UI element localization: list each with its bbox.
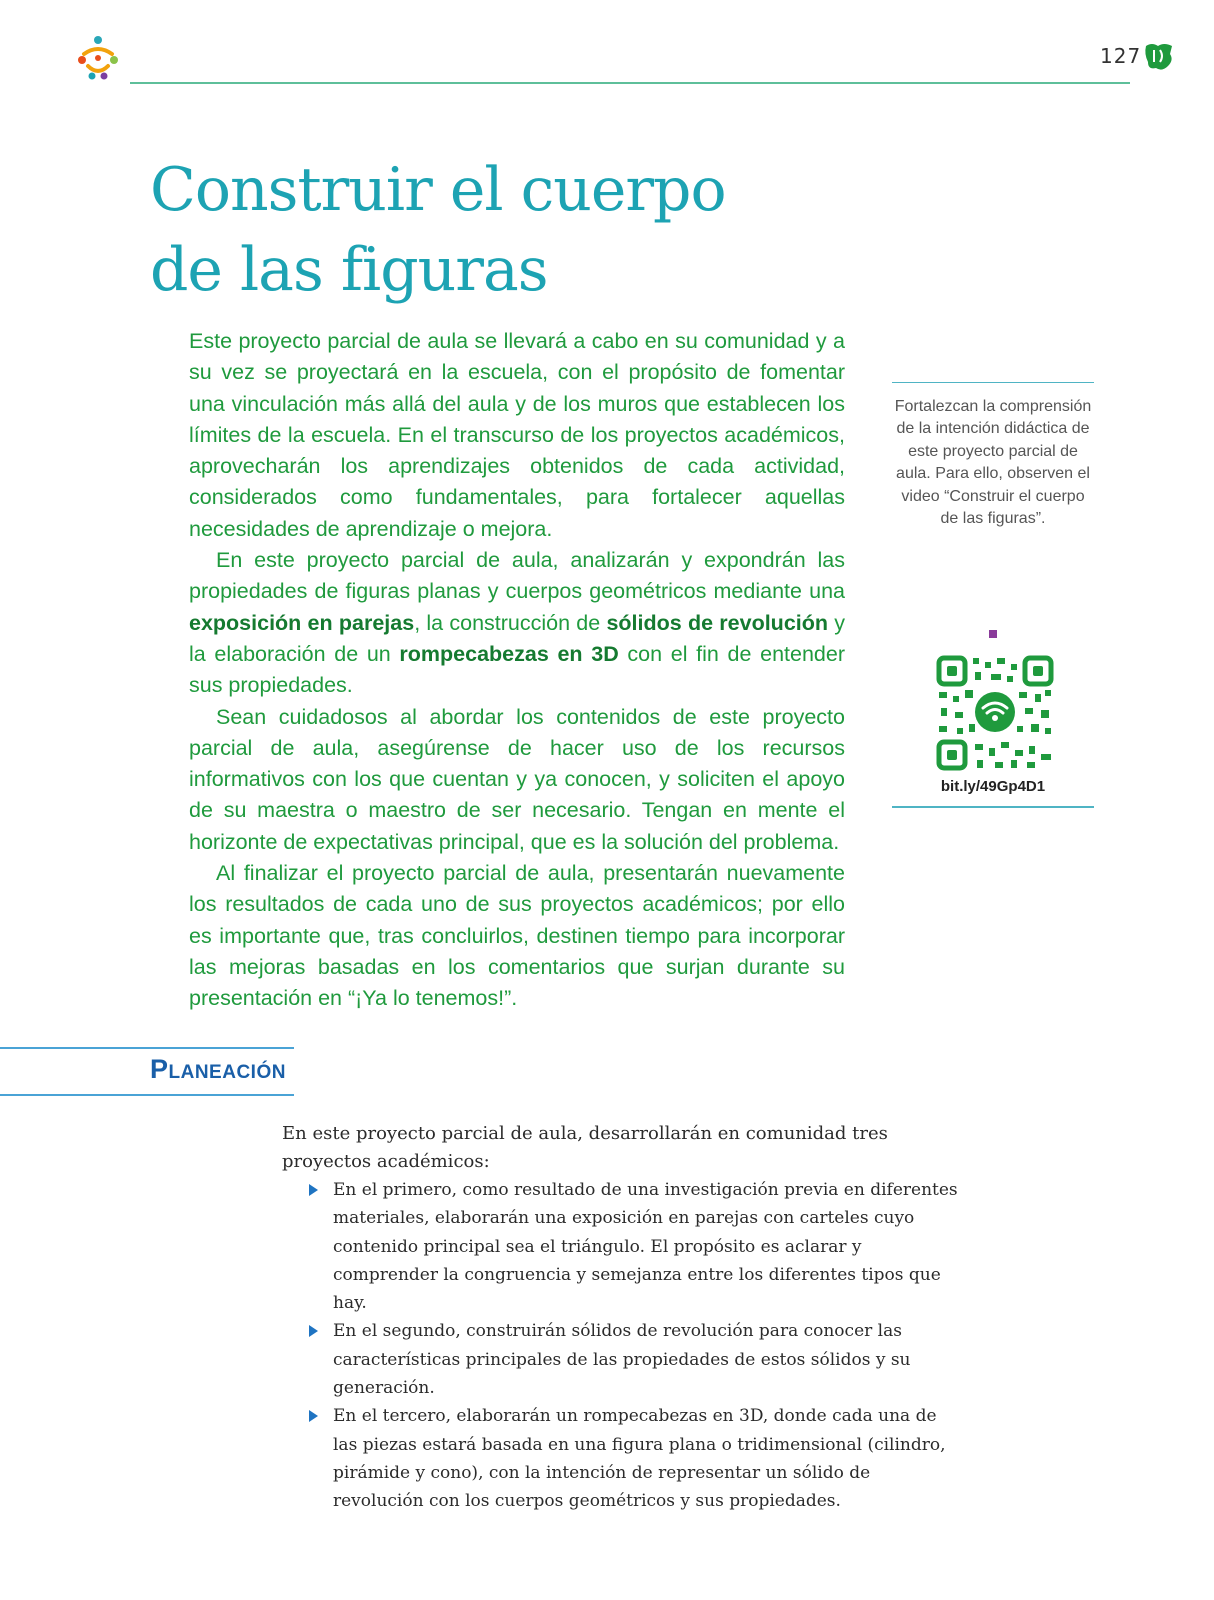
triangle-bullet-icon (309, 1410, 318, 1422)
intro-paragraph-3: Sean cuidadosos al abordar los contenidos de este proyecto parcial de aula, asegúrense de hacer uso de los recursos informativos con los que cuentan y ya conocen, y soliciten el apoyo de su maestra o maestro de ser necesario. Tengan en mente el horizonte de expectativas principal, que es la solución del problema. (189, 704, 845, 854)
qr-code-icon[interactable] (935, 654, 1055, 772)
intro-text (189, 326, 845, 1015)
planeacion-heading: Planeación (150, 1054, 286, 1084)
list-item-text: En el primero, como resultado de una investigación previa en diferentes materiales, elaborarán una exposición en parejas con carteles cuyo contenido principal sea el triángulo. El propósito es aclarar y comprender la congruencia y semejanza entre los diferentes tipos que hay. (333, 1180, 958, 1314)
sidebar-rule-top (892, 382, 1094, 383)
planeacion-body (282, 1120, 962, 1516)
list-item (333, 1176, 962, 1317)
intro-p2-bold-1: exposición en parejas (189, 610, 415, 635)
intro-p2-text-d: y la elaboración de un (189, 610, 846, 666)
planeacion-intro: En este proyecto parcial de aula, desarrollarán en comunidad tres proyectos académicos: (282, 1123, 888, 1172)
intro-paragraph-4: Al finalizar el proyecto parcial de aula, presentarán nuevamente los resultados de cada uno de sus proyectos académicos; por ello es importante que, tras concluirlos, destinen tiempo para incorporar las mejoras basadas en los comentarios que surjan durante su presentación en “¡Ya lo tenemos!”. (189, 861, 845, 1011)
list-item-text: En el segundo, construirán sólidos de revolución para conocer las características principales de las propiedades de estos sólidos y su generación. (333, 1321, 911, 1399)
sidebar-marker (989, 630, 997, 638)
intro-p2-bold-2: sólidos de revolución (606, 610, 829, 635)
list-item-text: En el tercero, elaborarán un rompecabezas en 3D, donde cada una de las piezas estará basada en una figura plana o tridimensional (cilindro, pirámide y cono), con la intención de representar un sólido de revolución con los cuerpos geométricos y sus propiedades. (333, 1406, 946, 1512)
green-section-icon (1142, 40, 1176, 74)
page-number: 127 (1100, 44, 1142, 68)
intro-paragraph-1: Este proyecto parcial de aula se llevará a cabo en su comunidad y a su vez se proyectará en la escuela, con el propósito de fomentar una vinculación más allá del aula y de los muros que establecen los límites de la escuela. En el transcurso de los proyectos académicos, aprovecharán los aprendizajes obtenidos de cada actividad, considerados como fundamentales, para fortalecer aquellas necesidades de aprendizaje o mejora. (189, 329, 845, 541)
intro-p2-text-e: con el fin de entender sus propiedades. (189, 641, 845, 698)
list-item (333, 1317, 962, 1402)
intro-p2-text-a: En este proyecto parcial de aula, analizarán y expondrán las propiedades de figuras planas y cuerpos geométricos mediante una (189, 548, 845, 604)
qr-link[interactable]: bit.ly/49Gp4D1 (940, 778, 1046, 795)
header-rule (130, 82, 1130, 84)
planeacion-rule-top (0, 1047, 294, 1049)
title-line-2: de las figuras (150, 235, 548, 305)
title-line-1: Construir el cuerpo (150, 155, 726, 225)
page-title (150, 150, 850, 310)
planeacion-rule-bottom (0, 1094, 294, 1096)
sidebar-note: Fortalezcan la comprensión de la intención didáctica de este proyecto parcial de aula. Para ello, observen el video “Construir el cuerpo de las figuras”. (894, 398, 1092, 528)
triangle-bullet-icon (309, 1184, 318, 1196)
intro-p2-bold-3: rompecabezas en 3D (399, 641, 619, 666)
list-item (333, 1402, 962, 1515)
intro-paragraph-2 (189, 545, 845, 701)
colorful-people-logo-icon (70, 30, 126, 86)
planeacion-list (282, 1176, 962, 1516)
triangle-bullet-icon (309, 1325, 318, 1337)
intro-p2-text-c: , la construcción de (414, 610, 607, 635)
sidebar-rule-bottom (892, 806, 1094, 808)
